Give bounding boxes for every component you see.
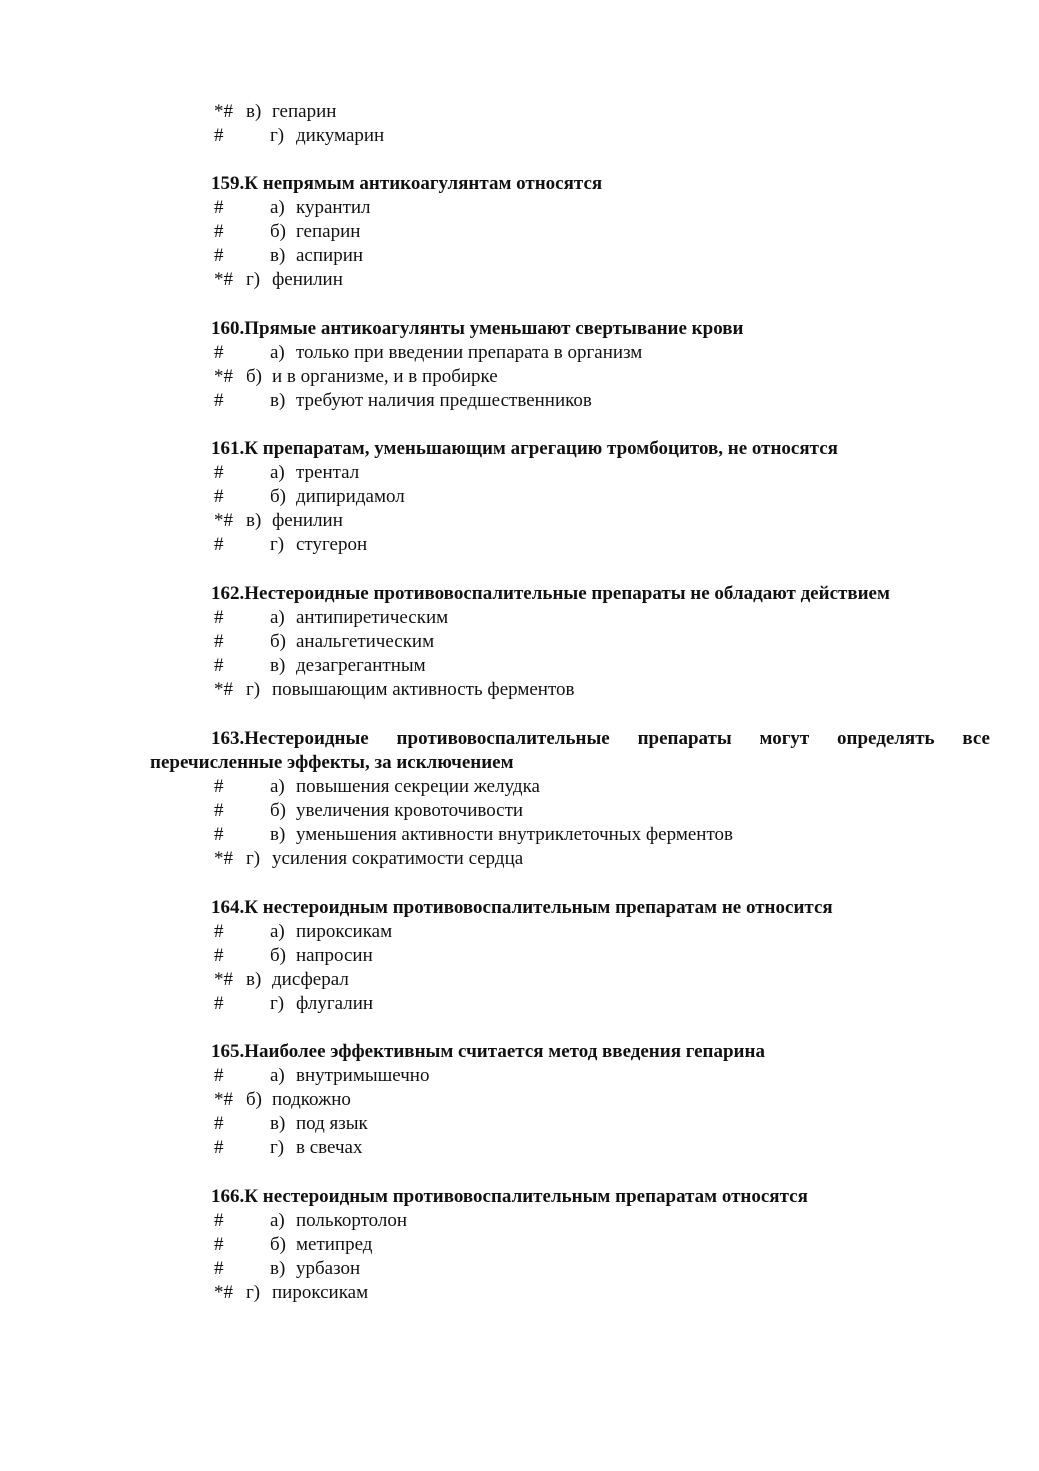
correct-answer-marker: *# <box>214 269 233 290</box>
correct-answer-marker: *# <box>214 101 233 122</box>
question-title-line-2: перечисленные эффекты, за исключением <box>150 752 514 773</box>
answer-text: под язык <box>296 1113 368 1134</box>
answer-marker: # <box>214 1258 224 1279</box>
answer-option <box>214 1112 368 1136</box>
question-title: 162.Нестероидные противовоспалительные препараты не обладают действием <box>211 583 890 604</box>
answer-letter: б) <box>270 945 286 966</box>
answer-text: пироксикам <box>296 921 393 942</box>
answer-letter: в) <box>246 101 262 122</box>
question-title: 159.К непрямым антикоагулянтам относятся <box>211 173 603 194</box>
answer-option <box>214 1281 368 1305</box>
answer-text: пироксикам <box>272 1282 369 1303</box>
answer-letter: б) <box>270 486 286 507</box>
answer-option <box>214 1233 372 1257</box>
answer-letter: б) <box>270 1234 286 1255</box>
question-title: 161.К препаратам, уменьшающим агрегацию тромбоцитов, не относятся <box>211 438 838 459</box>
answer-marker: # <box>214 800 224 821</box>
answer-marker: # <box>214 1113 224 1134</box>
correct-answer-marker: *# <box>214 366 233 387</box>
answer-option <box>214 1257 360 1281</box>
answer-letter: а) <box>270 921 285 942</box>
answer-text: повышающим активность ферментов <box>272 679 575 700</box>
answer-option <box>214 365 498 389</box>
answer-letter: б) <box>270 631 286 652</box>
answer-marker: # <box>214 655 224 676</box>
answer-option <box>214 968 349 992</box>
answer-text: анальгетическим <box>296 631 435 652</box>
answer-letter: в) <box>270 824 286 845</box>
answer-marker: # <box>214 607 224 628</box>
answer-text: усиления сократимости сердца <box>272 848 524 869</box>
answer-text: дезагрегантным <box>296 655 426 676</box>
answer-letter: а) <box>270 197 285 218</box>
answer-letter: б) <box>246 366 262 387</box>
answer-letter: г) <box>246 269 261 290</box>
answer-text: напросин <box>296 945 373 966</box>
answer-text: фенилин <box>272 269 343 290</box>
answer-marker: # <box>214 221 224 242</box>
answer-text: стугерон <box>296 534 368 555</box>
answer-text: подкожно <box>272 1089 351 1110</box>
answer-option <box>214 533 367 557</box>
answer-marker: # <box>214 534 224 555</box>
answer-marker: # <box>214 342 224 363</box>
answer-text: гепарин <box>272 101 337 122</box>
answer-option <box>214 920 392 944</box>
correct-answer-marker: *# <box>214 679 233 700</box>
answer-marker: # <box>214 125 224 146</box>
answer-text: полькортолон <box>296 1210 408 1231</box>
answer-letter: в) <box>270 390 286 411</box>
answer-text: требуют наличия предшественников <box>296 390 592 411</box>
answer-marker: # <box>214 631 224 652</box>
answer-text: метипред <box>296 1234 373 1255</box>
answer-letter: г) <box>270 1137 285 1158</box>
answer-marker: # <box>214 993 224 1014</box>
answer-marker: # <box>214 921 224 942</box>
answer-option <box>214 606 448 630</box>
answer-marker: # <box>214 462 224 483</box>
answer-option <box>214 678 575 702</box>
answer-option <box>214 124 384 148</box>
answer-letter: б) <box>270 800 286 821</box>
answer-letter: г) <box>270 534 285 555</box>
answer-marker: # <box>214 486 224 507</box>
answer-text: аспирин <box>296 245 364 266</box>
answer-letter: в) <box>270 1113 286 1134</box>
answer-letter: в) <box>270 245 286 266</box>
correct-answer-marker: *# <box>214 1089 233 1110</box>
answer-option <box>214 654 426 678</box>
question-title-line-1: 163.Нестероидные противовоспалительные препараты могут определять все <box>211 728 990 749</box>
answer-option <box>214 799 523 823</box>
answer-text: трентал <box>296 462 360 483</box>
answer-letter: б) <box>246 1089 262 1110</box>
answer-marker: # <box>214 245 224 266</box>
answer-option <box>214 389 592 413</box>
answer-option <box>214 1088 351 1112</box>
answer-option <box>214 823 733 847</box>
answer-option <box>214 341 642 365</box>
answer-letter: г) <box>270 125 285 146</box>
answer-option <box>214 461 359 485</box>
answer-text: увеличения кровоточивости <box>296 800 524 821</box>
answer-letter: а) <box>270 776 285 797</box>
answer-option <box>214 485 405 509</box>
answer-marker: # <box>214 824 224 845</box>
answer-option <box>214 775 540 799</box>
question-title: 166.К нестероидным противовоспалительным препаратам относятся <box>211 1186 808 1207</box>
answer-option <box>214 1136 362 1160</box>
answer-text: дипиридамол <box>296 486 405 507</box>
correct-answer-marker: *# <box>214 1282 233 1303</box>
answer-letter: а) <box>270 1065 285 1086</box>
answer-letter: а) <box>270 607 285 628</box>
answer-letter: б) <box>270 221 286 242</box>
answer-marker: # <box>214 197 224 218</box>
answer-text: дикумарин <box>296 125 385 146</box>
answer-marker: # <box>214 1234 224 1255</box>
answer-letter: г) <box>246 1282 261 1303</box>
answer-letter: в) <box>270 655 286 676</box>
answer-text: флугалин <box>296 993 374 1014</box>
answer-letter: г) <box>246 679 261 700</box>
answer-text: в свечах <box>296 1137 363 1158</box>
answer-text: только при введении препарата в организм <box>296 342 643 363</box>
answer-marker: # <box>214 1065 224 1086</box>
answer-option <box>214 244 363 268</box>
answer-option <box>214 847 523 871</box>
answer-letter: а) <box>270 1210 285 1231</box>
answer-text: фенилин <box>272 510 343 531</box>
answer-option <box>214 1064 429 1088</box>
answer-marker: # <box>214 945 224 966</box>
answer-letter: а) <box>270 342 285 363</box>
answer-letter: г) <box>246 848 261 869</box>
answer-text: гепарин <box>296 221 361 242</box>
question-title: 165.Наиболее эффективным считается метод введения гепарина <box>211 1041 765 1062</box>
answer-text: урбазон <box>296 1258 361 1279</box>
answer-text: дисферал <box>272 969 349 990</box>
answer-option <box>214 1209 407 1233</box>
correct-answer-marker: *# <box>214 848 233 869</box>
answer-text: курантил <box>296 197 371 218</box>
answer-text: уменьшения активности внутриклеточных ферментов <box>296 824 733 845</box>
correct-answer-marker: *# <box>214 969 233 990</box>
answer-option <box>214 944 373 968</box>
answer-marker: # <box>214 390 224 411</box>
answer-letter: а) <box>270 462 285 483</box>
answer-letter: в) <box>246 510 262 531</box>
answer-letter: г) <box>270 993 285 1014</box>
answer-option <box>214 268 343 292</box>
answer-option <box>214 220 360 244</box>
answer-text: повышения секреции желудка <box>296 776 540 797</box>
question-title: 164.К нестероидным противовоспалительным препаратам не относится <box>211 897 833 918</box>
answer-text: антипиретическим <box>296 607 449 628</box>
question-title <box>150 727 990 775</box>
answer-option <box>214 100 336 124</box>
answer-marker: # <box>214 776 224 797</box>
answer-text: и в организме, и в пробирке <box>272 366 498 387</box>
answer-letter: в) <box>270 1258 286 1279</box>
answer-marker: # <box>214 1137 224 1158</box>
answer-option <box>214 509 343 533</box>
answer-letter: в) <box>246 969 262 990</box>
answer-text: внутримышечно <box>296 1065 430 1086</box>
answer-option <box>214 992 373 1016</box>
question-title: 160.Прямые антикоагулянты уменьшают свертывание крови <box>211 318 744 339</box>
answer-marker: # <box>214 1210 224 1231</box>
answer-option <box>214 196 371 220</box>
answer-option <box>214 630 434 654</box>
correct-answer-marker: *# <box>214 510 233 531</box>
